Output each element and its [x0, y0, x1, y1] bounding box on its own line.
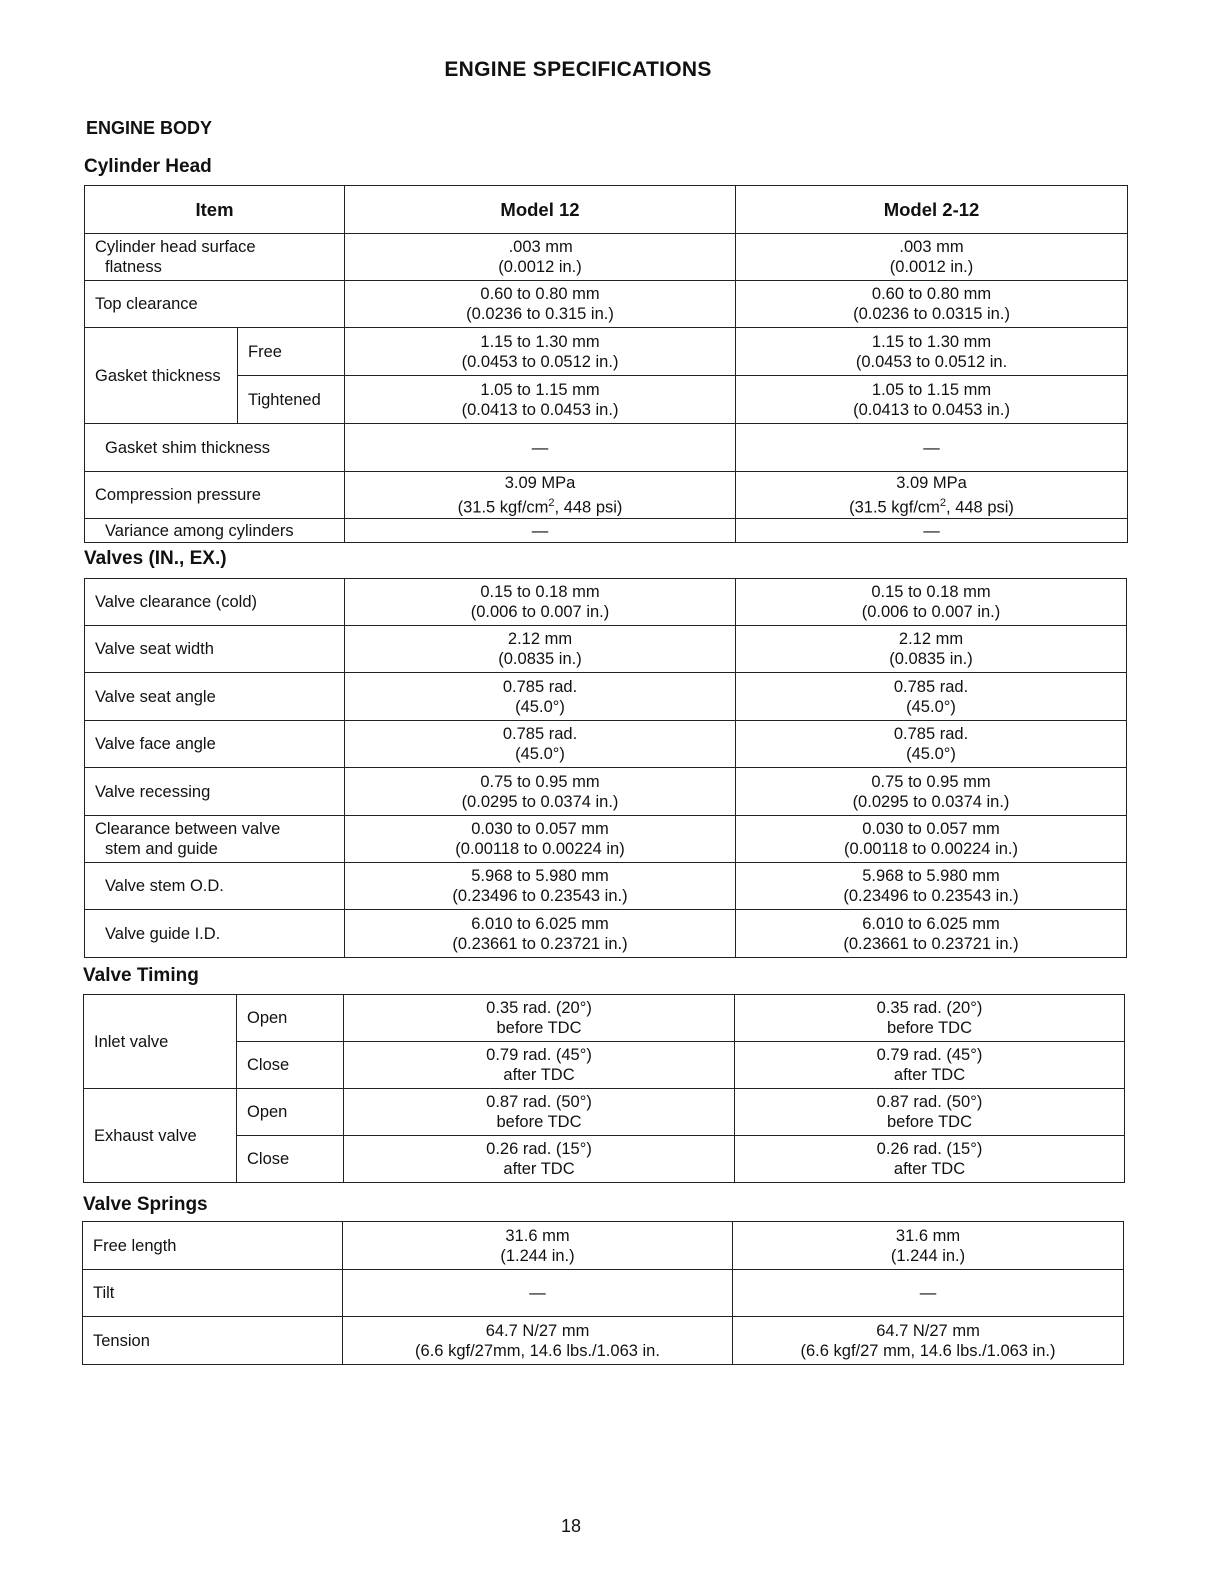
cylinder-head-heading: Cylinder Head	[84, 156, 212, 177]
sub-label: Free	[238, 328, 345, 376]
value-line: 5.968 to 5.980 mm	[471, 867, 609, 885]
label-line: Valve recessing	[95, 782, 211, 801]
table-row	[83, 1270, 1124, 1317]
valve-timing-heading: Valve Timing	[83, 965, 199, 986]
value-line: 1.05 to 1.15 mm	[480, 380, 600, 399]
table-row	[85, 579, 1127, 626]
value-line: 0.60 to 0.80 mm	[480, 285, 600, 303]
table-row	[84, 1136, 1125, 1183]
row-label	[85, 816, 345, 863]
label-line: Valve clearance (cold)	[95, 593, 258, 611]
section-title: ENGINE BODY	[86, 118, 213, 138]
value-line: 1.15 to 1.30 mm	[871, 332, 992, 351]
table-row	[85, 519, 1128, 543]
table-row	[85, 721, 1127, 768]
value-model-12	[344, 995, 735, 1042]
table-header-row	[85, 186, 1128, 234]
table-row	[85, 472, 1128, 519]
value-line: 0.35 rad. (20°)	[486, 999, 592, 1017]
value-model-12: —	[345, 519, 736, 543]
table-row	[85, 768, 1127, 816]
table-row	[84, 1089, 1125, 1136]
value-line: (45.0°)	[515, 697, 565, 716]
value-line: 0.75 to 0.95 mm	[871, 772, 991, 791]
value-line: 0.60 to 0.80 mm	[871, 285, 992, 303]
label-line: Valve stem O.D.	[105, 877, 224, 895]
value-model-12	[345, 910, 736, 958]
row-label: Variance among cylinders	[85, 519, 345, 543]
value-model-2-12	[736, 673, 1127, 721]
table-row	[84, 995, 1125, 1042]
value-line: 2.12 mm	[507, 630, 573, 648]
valves-heading: Valves (IN., EX.)	[84, 548, 227, 569]
value-line: after TDC	[893, 1160, 966, 1178]
table-row	[85, 376, 1128, 424]
value-model-12	[344, 1089, 735, 1136]
sub-label: Close	[237, 1042, 344, 1089]
row-label: Gasket shim thickness	[85, 424, 345, 472]
value-line: 64.7 N/27 mm	[876, 1321, 980, 1340]
value-model-2-12	[736, 579, 1127, 626]
label-line: Cylinder head surface	[95, 238, 256, 256]
superscript: 2	[548, 496, 555, 509]
value-model-2-12	[736, 376, 1128, 424]
row-label: Inlet valve	[84, 995, 237, 1089]
value-model-12	[345, 673, 736, 721]
table-row	[85, 673, 1127, 721]
table-row	[84, 1042, 1125, 1089]
value-line: 1.05 to 1.15 mm	[871, 380, 992, 399]
cylinder-head-table	[84, 185, 1128, 543]
value-model-12: —	[345, 424, 736, 472]
value-line: (1.244 in.)	[500, 1246, 575, 1265]
value-line: (0.0835 in.)	[889, 650, 973, 668]
valve-timing-table	[83, 994, 1125, 1183]
superscript: 2	[939, 496, 947, 509]
value-line: (0.0012 in.)	[889, 258, 974, 276]
value-line: (0.0295 to 0.0374 in.)	[852, 792, 1010, 811]
value-model-2-12	[736, 910, 1127, 958]
value-model-2-12	[736, 234, 1128, 281]
row-label	[85, 626, 345, 673]
value-line: (0.0236 to 0.0315 in.)	[853, 305, 1010, 323]
value-line: (0.006 to 0.007 in.)	[861, 603, 1001, 621]
value-text: (31.5 kgf/cm	[457, 498, 549, 517]
row-label: Free length	[83, 1222, 343, 1270]
page-number: 18	[560, 1516, 582, 1536]
label-line: Valve face angle	[95, 735, 216, 753]
value-line	[349, 493, 731, 518]
label-line: stem and guide	[105, 840, 218, 858]
value-line	[740, 493, 1123, 518]
table-row	[85, 424, 1128, 472]
value-line: after TDC	[893, 1066, 966, 1084]
value-model-2-12	[736, 863, 1127, 910]
table-row	[85, 910, 1127, 958]
value-line: (0.0236 to 0.315 in.)	[466, 305, 614, 323]
value-text: (31.5 kgf/cm	[849, 498, 940, 517]
label-line: Clearance between valve	[95, 820, 281, 838]
value-line: 0.26 rad. (15°)	[486, 1140, 592, 1158]
row-label: Tilt	[83, 1270, 343, 1317]
sub-label: Open	[237, 995, 344, 1042]
row-label: Tension	[83, 1317, 343, 1365]
value-line: 0.79 rad. (45°)	[876, 1046, 983, 1064]
sub-label: Open	[237, 1089, 344, 1136]
value-model-12	[345, 281, 736, 328]
value-model-2-12: —	[733, 1270, 1124, 1317]
value-line: (0.0453 to 0.0512 in.)	[461, 352, 619, 371]
table-row	[85, 281, 1128, 328]
value-model-12	[344, 1042, 735, 1089]
value-line: (6.6 kgf/27mm, 14.6 lbs./1.063 in.	[415, 1341, 660, 1360]
value-model-12	[343, 1317, 733, 1365]
value-line: 64.7 N/27 mm	[485, 1321, 590, 1340]
value-model-2-12	[735, 1042, 1125, 1089]
value-line: (0.00118 to 0.00224 in)	[455, 840, 625, 858]
row-label	[85, 721, 345, 768]
table-row	[85, 816, 1127, 863]
value-line: 2.12 mm	[898, 630, 964, 648]
column-header-model-2-12: Model 2-12	[736, 186, 1128, 234]
value-line: 0.87 rad. (50°)	[486, 1093, 592, 1111]
value-line: (0.23661 to 0.23721 in.)	[843, 934, 1019, 953]
row-label	[85, 234, 345, 281]
value-line: 0.785 rad.	[893, 677, 969, 696]
value-model-12	[345, 768, 736, 816]
row-label	[85, 910, 345, 958]
value-line: before TDC	[496, 1019, 582, 1037]
value-model-12	[345, 863, 736, 910]
value-line: 0.79 rad. (45°)	[486, 1046, 592, 1064]
sub-label: Close	[237, 1136, 344, 1183]
valve-springs-heading: Valve Springs	[83, 1194, 208, 1215]
value-line: (6.6 kgf/27 mm, 14.6 lbs./1.063 in.)	[800, 1341, 1056, 1360]
value-model-2-12	[733, 1222, 1124, 1270]
value-line: (0.0453 to 0.0512 in.	[855, 352, 1008, 371]
value-line: 0.87 rad. (50°)	[876, 1093, 983, 1111]
value-model-2-12	[735, 995, 1125, 1042]
value-line: 31.6 mm	[505, 1226, 570, 1245]
value-line: 31.6 mm	[895, 1226, 961, 1245]
row-label: Gasket thickness	[85, 328, 238, 424]
row-label: Exhaust valve	[84, 1089, 237, 1183]
value-line: (0.0295 to 0.0374 in.)	[461, 792, 619, 811]
value-model-2-12: —	[736, 519, 1128, 543]
value-model-12	[345, 328, 736, 376]
table-row	[85, 626, 1127, 673]
value-model-12	[345, 579, 736, 626]
value-line: (0.23661 to 0.23721 in.)	[452, 934, 628, 953]
value-model-2-12	[736, 328, 1128, 376]
value-line: .003 mm	[507, 238, 573, 256]
label-line: flatness	[105, 258, 162, 276]
row-label	[85, 673, 345, 721]
row-label: Top clearance	[85, 281, 345, 328]
row-label	[85, 768, 345, 816]
value-line: (0.0413 to 0.0453 in.)	[461, 400, 619, 419]
table-row	[85, 328, 1128, 376]
value-model-12	[345, 626, 736, 673]
value-line: after TDC	[503, 1066, 575, 1084]
value-model-2-12	[736, 626, 1127, 673]
valves-table-body	[85, 579, 1127, 958]
table-row	[85, 863, 1127, 910]
value-model-12	[345, 376, 736, 424]
value-model-12	[345, 816, 736, 863]
value-model-12	[345, 472, 736, 519]
value-line: 0.75 to 0.95 mm	[480, 772, 600, 791]
value-line: (0.0835 in.)	[498, 650, 582, 668]
value-line: before TDC	[887, 1113, 972, 1131]
row-label: Compression pressure	[85, 472, 345, 519]
label-line: Valve seat width	[95, 640, 214, 658]
value-line: (0.23496 to 0.23543 in.)	[843, 887, 1019, 905]
value-line: before TDC	[887, 1019, 972, 1037]
column-header-model-12: Model 12	[345, 186, 736, 234]
value-line: (45.0°)	[906, 745, 956, 763]
label-line: Valve seat angle	[95, 687, 216, 706]
row-label	[85, 579, 345, 626]
value-text: , 448 psi)	[946, 498, 1014, 517]
value-line: 0.785 rad.	[502, 725, 578, 743]
value-model-2-12	[735, 1089, 1125, 1136]
valve-springs-table	[82, 1221, 1124, 1365]
value-model-2-12	[736, 721, 1127, 768]
value-model-12	[345, 721, 736, 768]
value-line: 5.968 to 5.980 mm	[862, 867, 1000, 885]
valves-table	[84, 578, 1127, 958]
value-line: 0.15 to 0.18 mm	[871, 583, 991, 601]
value-model-2-12	[735, 1136, 1125, 1183]
value-line: 0.785 rad.	[502, 677, 578, 696]
value-line: 1.15 to 1.30 mm	[480, 332, 600, 351]
value-model-2-12	[736, 472, 1128, 519]
row-label	[85, 863, 345, 910]
value-line: (0.0413 to 0.0453 in.)	[853, 400, 1010, 419]
value-line: (45.0°)	[515, 745, 565, 763]
value-line: 0.030 to 0.057 mm	[862, 820, 1000, 838]
page-title: ENGINE SPECIFICATIONS	[444, 58, 712, 81]
column-header-item: Item	[85, 186, 345, 234]
value-line: 6.010 to 6.025 mm	[862, 914, 1000, 933]
value-model-12	[345, 234, 736, 281]
value-line: (1.244 in.)	[890, 1246, 966, 1265]
value-model-2-12	[736, 816, 1127, 863]
value-model-2-12	[733, 1317, 1124, 1365]
value-model-2-12	[736, 281, 1128, 328]
table-row	[83, 1222, 1124, 1270]
value-line: 0.15 to 0.18 mm	[480, 583, 600, 601]
value-line: 0.785 rad.	[893, 725, 969, 743]
value-line: 0.030 to 0.057 mm	[471, 820, 609, 838]
value-line: (45.0°)	[906, 697, 956, 716]
value-model-12	[343, 1222, 733, 1270]
value-line: 0.26 rad. (15°)	[876, 1140, 983, 1158]
value-model-12: —	[343, 1270, 733, 1317]
value-text: , 448 psi)	[554, 498, 623, 517]
value-line: after TDC	[503, 1160, 575, 1178]
value-line: (0.006 to 0.007 in.)	[470, 603, 610, 621]
value-line: (0.0012 in.)	[498, 258, 582, 276]
value-model-2-12	[736, 768, 1127, 816]
value-line: 3.09 MPa	[504, 473, 576, 492]
value-model-2-12: —	[736, 424, 1128, 472]
label-line: Valve guide I.D.	[105, 924, 221, 943]
value-line: (0.23496 to 0.23543 in.)	[452, 887, 628, 905]
value-line: 0.35 rad. (20°)	[876, 999, 983, 1017]
table-row	[85, 234, 1128, 281]
value-line: (0.00118 to 0.00224 in.)	[844, 840, 1018, 858]
sub-label: Tightened	[238, 376, 345, 424]
value-model-12	[344, 1136, 735, 1183]
value-line: before TDC	[496, 1113, 582, 1131]
table-row	[83, 1317, 1124, 1365]
value-line: 3.09 MPa	[896, 473, 967, 492]
value-line: .003 mm	[899, 238, 964, 256]
value-line: 6.010 to 6.025 mm	[471, 914, 609, 933]
